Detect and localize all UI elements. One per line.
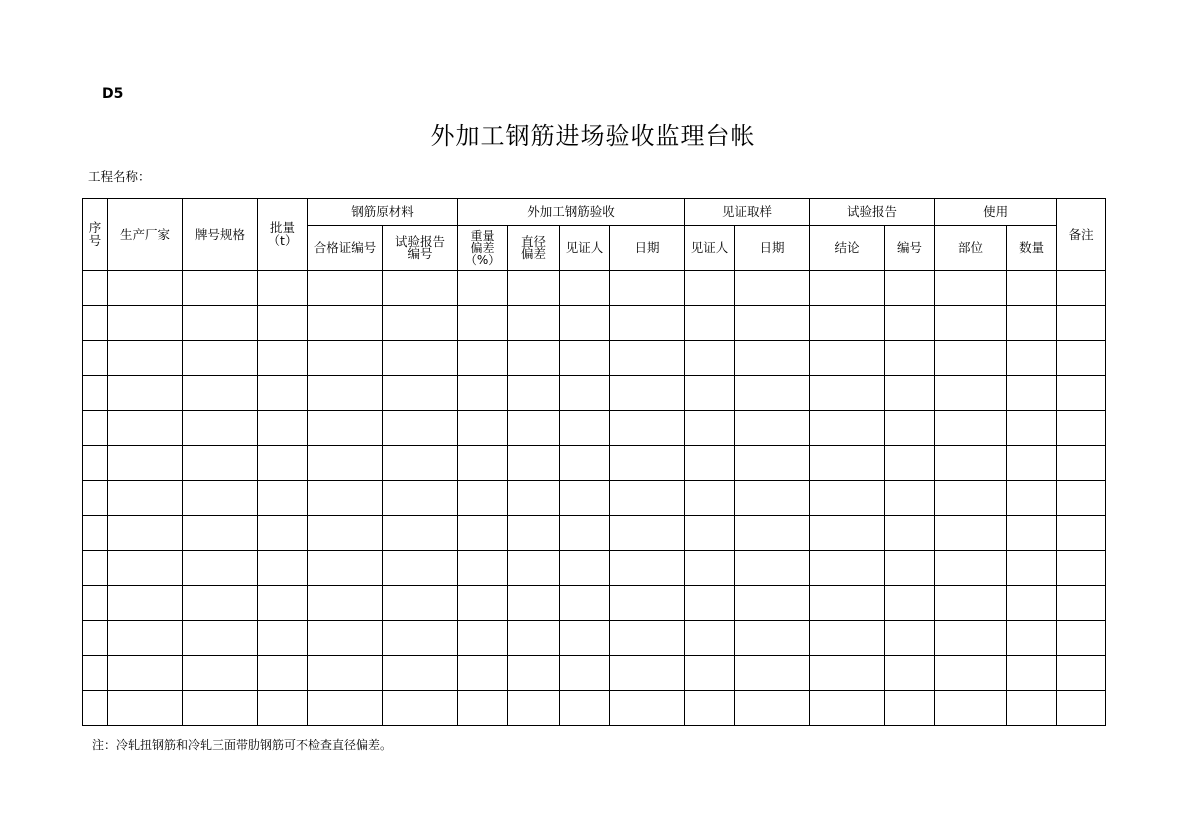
ledger-table (82, 198, 1106, 726)
table-cell[interactable] (258, 586, 308, 621)
table-cell[interactable] (735, 341, 810, 376)
table-cell[interactable] (885, 306, 935, 341)
header-batch: 批量 （t） (258, 199, 308, 271)
table-cell[interactable] (258, 691, 308, 726)
header-weight-deviation: 重量 偏差 （%） (458, 226, 508, 271)
table-cell[interactable] (183, 621, 258, 656)
header-location: 部位 (935, 226, 1007, 271)
table-cell[interactable] (458, 516, 508, 551)
table-cell[interactable] (108, 271, 183, 306)
page-title: 外加工钢筋进场验收监理台帐 (430, 122, 756, 150)
table-cell[interactable] (183, 306, 258, 341)
table-cell[interactable] (610, 516, 685, 551)
table-cell[interactable] (885, 621, 935, 656)
table-cell[interactable] (108, 306, 183, 341)
table-cell[interactable] (458, 376, 508, 411)
table-cell[interactable] (610, 656, 685, 691)
table-cell[interactable] (560, 621, 610, 656)
header-conclusion: 结论 (810, 226, 885, 271)
table-cell[interactable] (308, 551, 383, 586)
table-cell[interactable] (935, 411, 1007, 446)
header-report-no: 试验报告 编号 (383, 226, 458, 271)
table-cell[interactable] (735, 376, 810, 411)
table-cell[interactable] (258, 271, 308, 306)
table-cell[interactable] (735, 446, 810, 481)
table-row (83, 306, 1106, 341)
table-cell[interactable] (183, 271, 258, 306)
table-cell[interactable] (383, 586, 458, 621)
table-cell[interactable] (458, 271, 508, 306)
table-cell[interactable] (108, 446, 183, 481)
table-cell[interactable] (935, 341, 1007, 376)
table-cell[interactable] (308, 691, 383, 726)
table-cell[interactable] (810, 516, 885, 551)
table-cell[interactable] (108, 621, 183, 656)
table-cell[interactable] (258, 411, 308, 446)
table-cell[interactable] (610, 586, 685, 621)
table-cell[interactable] (308, 306, 383, 341)
table-cell[interactable] (610, 306, 685, 341)
table-cell[interactable] (458, 446, 508, 481)
table-cell[interactable] (83, 481, 108, 516)
table-cell[interactable] (458, 481, 508, 516)
table-cell[interactable] (183, 341, 258, 376)
table-cell[interactable] (1007, 271, 1057, 306)
table-cell[interactable] (885, 691, 935, 726)
table-cell[interactable] (685, 621, 735, 656)
table-cell[interactable] (1057, 306, 1106, 341)
table-row (83, 656, 1106, 691)
table-cell[interactable] (308, 656, 383, 691)
header-diameter-deviation: 直径 偏差 (508, 226, 560, 271)
header-witness-sampling: 见证人 (685, 226, 735, 271)
table-cell[interactable] (308, 411, 383, 446)
table-cell[interactable] (508, 691, 560, 726)
header-manufacturer: 生产厂家 (108, 199, 183, 271)
table-cell[interactable] (383, 271, 458, 306)
table-cell[interactable] (1057, 621, 1106, 656)
table-cell[interactable] (83, 271, 108, 306)
table-cell[interactable] (108, 586, 183, 621)
table-cell[interactable] (108, 551, 183, 586)
table-cell[interactable] (935, 551, 1007, 586)
table-cell[interactable] (183, 446, 258, 481)
table-cell[interactable] (1057, 411, 1106, 446)
table-cell[interactable] (258, 341, 308, 376)
table-cell[interactable] (258, 376, 308, 411)
table-cell[interactable] (735, 271, 810, 306)
table-cell[interactable] (258, 656, 308, 691)
table-cell[interactable] (383, 411, 458, 446)
table-cell[interactable] (810, 656, 885, 691)
table-cell[interactable] (560, 551, 610, 586)
table-cell[interactable] (560, 516, 610, 551)
table-cell[interactable] (183, 516, 258, 551)
table-cell[interactable] (508, 551, 560, 586)
table-cell[interactable] (560, 691, 610, 726)
table-cell[interactable] (810, 586, 885, 621)
header-row-1 (83, 199, 1106, 226)
header-date-acceptance: 日期 (610, 226, 685, 271)
table-cell[interactable] (935, 446, 1007, 481)
table-cell[interactable] (108, 376, 183, 411)
table-cell[interactable] (183, 551, 258, 586)
table-cell[interactable] (610, 446, 685, 481)
table-cell[interactable] (560, 586, 610, 621)
table-cell[interactable] (935, 691, 1007, 726)
table-cell[interactable] (308, 586, 383, 621)
table-cell[interactable] (885, 411, 935, 446)
table-cell[interactable] (610, 621, 685, 656)
header-grade-spec: 牌号规格 (183, 199, 258, 271)
table-cell[interactable] (1007, 621, 1057, 656)
table-cell[interactable] (935, 656, 1007, 691)
table-cell[interactable] (308, 621, 383, 656)
table-cell[interactable] (458, 691, 508, 726)
table-cell[interactable] (685, 411, 735, 446)
table-cell[interactable] (508, 411, 560, 446)
table-row (83, 376, 1106, 411)
table-cell[interactable] (308, 341, 383, 376)
table-cell[interactable] (560, 656, 610, 691)
table-cell[interactable] (108, 516, 183, 551)
table-cell[interactable] (735, 411, 810, 446)
table-cell[interactable] (1007, 341, 1057, 376)
form-code: D5 (102, 86, 124, 102)
table-cell[interactable] (183, 411, 258, 446)
table-cell[interactable] (383, 551, 458, 586)
table-cell[interactable] (1007, 376, 1057, 411)
table-row (83, 586, 1106, 621)
table-cell[interactable] (560, 271, 610, 306)
table-cell[interactable] (1007, 411, 1057, 446)
table-cell[interactable] (308, 516, 383, 551)
header-group-test-report: 试验报告 (810, 199, 935, 226)
table-cell[interactable] (935, 271, 1007, 306)
table-cell[interactable] (1007, 446, 1057, 481)
table-cell[interactable] (458, 551, 508, 586)
table-cell[interactable] (810, 411, 885, 446)
header-remark: 备注 (1057, 199, 1106, 271)
table-cell[interactable] (308, 446, 383, 481)
table-cell[interactable] (1007, 656, 1057, 691)
table-cell[interactable] (83, 656, 108, 691)
table-cell[interactable] (610, 551, 685, 586)
table-cell[interactable] (810, 341, 885, 376)
table-cell[interactable] (508, 656, 560, 691)
table-cell[interactable] (560, 446, 610, 481)
table-cell[interactable] (810, 621, 885, 656)
table-cell[interactable] (83, 551, 108, 586)
table-cell[interactable] (83, 586, 108, 621)
table-cell[interactable] (508, 621, 560, 656)
table-cell[interactable] (458, 306, 508, 341)
table-cell[interactable] (935, 306, 1007, 341)
table-cell[interactable] (610, 271, 685, 306)
header-group-processing-acceptance: 外加工钢筋验收 (458, 199, 685, 226)
table-cell[interactable] (810, 271, 885, 306)
table-cell[interactable] (458, 621, 508, 656)
footnote: 注：冷轧扭钢筋和冷轧三面带肋钢筋可不检查直径偏差。 (92, 738, 393, 752)
table-cell[interactable] (885, 551, 935, 586)
table-cell[interactable] (685, 376, 735, 411)
table-cell[interactable] (1057, 271, 1106, 306)
table-cell[interactable] (735, 621, 810, 656)
table-row (83, 621, 1106, 656)
table-cell[interactable] (1007, 551, 1057, 586)
table-cell[interactable] (183, 691, 258, 726)
table-cell[interactable] (83, 306, 108, 341)
table-cell[interactable] (1007, 481, 1057, 516)
table-cell[interactable] (1007, 306, 1057, 341)
table-cell[interactable] (108, 341, 183, 376)
table-cell[interactable] (508, 306, 560, 341)
table-row (83, 551, 1106, 586)
table-row (83, 341, 1106, 376)
table-cell[interactable] (885, 446, 935, 481)
table-cell[interactable] (183, 481, 258, 516)
table-cell[interactable] (935, 621, 1007, 656)
table-cell[interactable] (560, 411, 610, 446)
table-cell[interactable] (108, 656, 183, 691)
table-cell[interactable] (83, 341, 108, 376)
table-cell[interactable] (258, 551, 308, 586)
table-cell[interactable] (108, 691, 183, 726)
table-cell[interactable] (810, 691, 885, 726)
table-cell[interactable] (508, 481, 560, 516)
table-cell[interactable] (508, 446, 560, 481)
table-cell[interactable] (183, 656, 258, 691)
table-cell[interactable] (458, 586, 508, 621)
table-cell[interactable] (383, 691, 458, 726)
table-cell[interactable] (685, 551, 735, 586)
table-cell[interactable] (685, 516, 735, 551)
header-date-sampling: 日期 (735, 226, 810, 271)
table-cell[interactable] (810, 481, 885, 516)
table-cell[interactable] (383, 446, 458, 481)
header-seq: 序号 (83, 199, 108, 271)
table-cell[interactable] (685, 481, 735, 516)
header-witness-acceptance: 见证人 (560, 226, 610, 271)
table-cell[interactable] (1057, 656, 1106, 691)
table-cell[interactable] (560, 376, 610, 411)
table-cell[interactable] (735, 691, 810, 726)
header-cert-no: 合格证编号 (308, 226, 383, 271)
table-cell[interactable] (83, 621, 108, 656)
table-cell[interactable] (685, 586, 735, 621)
table-cell[interactable] (810, 446, 885, 481)
table-cell[interactable] (685, 341, 735, 376)
table-cell[interactable] (183, 586, 258, 621)
table-cell[interactable] (108, 411, 183, 446)
table-cell[interactable] (685, 446, 735, 481)
table-cell[interactable] (308, 376, 383, 411)
table-row (83, 691, 1106, 726)
table-cell[interactable] (810, 306, 885, 341)
header-group-raw-material: 钢筋原材料 (308, 199, 458, 226)
table-row (83, 481, 1106, 516)
table-cell[interactable] (885, 516, 935, 551)
table-cell[interactable] (1057, 481, 1106, 516)
table-cell[interactable] (83, 691, 108, 726)
table-cell[interactable] (810, 376, 885, 411)
table-cell[interactable] (735, 656, 810, 691)
table-cell[interactable] (1007, 691, 1057, 726)
table-cell[interactable] (258, 306, 308, 341)
table-cell[interactable] (810, 551, 885, 586)
table-cell[interactable] (1007, 586, 1057, 621)
table-cell[interactable] (935, 481, 1007, 516)
table-cell[interactable] (108, 481, 183, 516)
table-cell[interactable] (458, 656, 508, 691)
table-cell[interactable] (735, 516, 810, 551)
table-cell[interactable] (1007, 516, 1057, 551)
table-cell[interactable] (560, 481, 610, 516)
table-cell[interactable] (383, 376, 458, 411)
table-cell[interactable] (83, 376, 108, 411)
table-cell[interactable] (383, 656, 458, 691)
table-cell[interactable] (458, 411, 508, 446)
table-row (83, 446, 1106, 481)
project-name-label: 工程名称： (88, 169, 151, 184)
table-cell[interactable] (383, 481, 458, 516)
table-cell[interactable] (258, 446, 308, 481)
table-cell[interactable] (308, 481, 383, 516)
table-cell[interactable] (735, 481, 810, 516)
table-cell[interactable] (935, 586, 1007, 621)
table-cell[interactable] (1057, 341, 1106, 376)
table-cell[interactable] (508, 341, 560, 376)
table-cell[interactable] (258, 481, 308, 516)
table-cell[interactable] (610, 411, 685, 446)
table-cell[interactable] (560, 306, 610, 341)
table-cell[interactable] (935, 516, 1007, 551)
table-cell[interactable] (935, 376, 1007, 411)
header-report-number: 编号 (885, 226, 935, 271)
table-cell[interactable] (383, 306, 458, 341)
table-cell[interactable] (508, 516, 560, 551)
header-quantity: 数量 (1007, 226, 1057, 271)
table-cell[interactable] (735, 306, 810, 341)
table-cell[interactable] (1057, 516, 1106, 551)
table-cell[interactable] (610, 691, 685, 726)
table-cell[interactable] (735, 586, 810, 621)
table-cell[interactable] (610, 341, 685, 376)
table-cell[interactable] (735, 551, 810, 586)
table-cell[interactable] (383, 621, 458, 656)
table-cell[interactable] (685, 271, 735, 306)
table-cell[interactable] (383, 341, 458, 376)
header-group-witness-sampling: 见证取样 (685, 199, 810, 226)
table-cell[interactable] (508, 271, 560, 306)
table-cell[interactable] (685, 656, 735, 691)
table-row (83, 411, 1106, 446)
table-cell[interactable] (508, 376, 560, 411)
table-cell[interactable] (83, 446, 108, 481)
table-cell[interactable] (83, 411, 108, 446)
header-group-usage: 使用 (935, 199, 1057, 226)
table-cell[interactable] (183, 376, 258, 411)
table-cell[interactable] (508, 586, 560, 621)
table-cell[interactable] (258, 621, 308, 656)
table-cell[interactable] (885, 376, 935, 411)
table-row (83, 271, 1106, 306)
table-row (83, 516, 1106, 551)
table-cell[interactable] (885, 481, 935, 516)
table-cell[interactable] (885, 341, 935, 376)
table-cell[interactable] (560, 341, 610, 376)
table-cell[interactable] (885, 586, 935, 621)
table-cell[interactable] (258, 516, 308, 551)
table-cell[interactable] (885, 271, 935, 306)
table-cell[interactable] (1057, 551, 1106, 586)
table-cell[interactable] (458, 341, 508, 376)
table-cell[interactable] (1057, 586, 1106, 621)
table-cell[interactable] (610, 376, 685, 411)
table-cell[interactable] (685, 306, 735, 341)
table-cell[interactable] (685, 691, 735, 726)
table-cell[interactable] (885, 656, 935, 691)
table-cell[interactable] (83, 516, 108, 551)
table-cell[interactable] (308, 271, 383, 306)
table-cell[interactable] (1057, 376, 1106, 411)
table-cell[interactable] (1057, 446, 1106, 481)
table-cell[interactable] (610, 481, 685, 516)
table-cell[interactable] (1057, 691, 1106, 726)
table-cell[interactable] (383, 516, 458, 551)
